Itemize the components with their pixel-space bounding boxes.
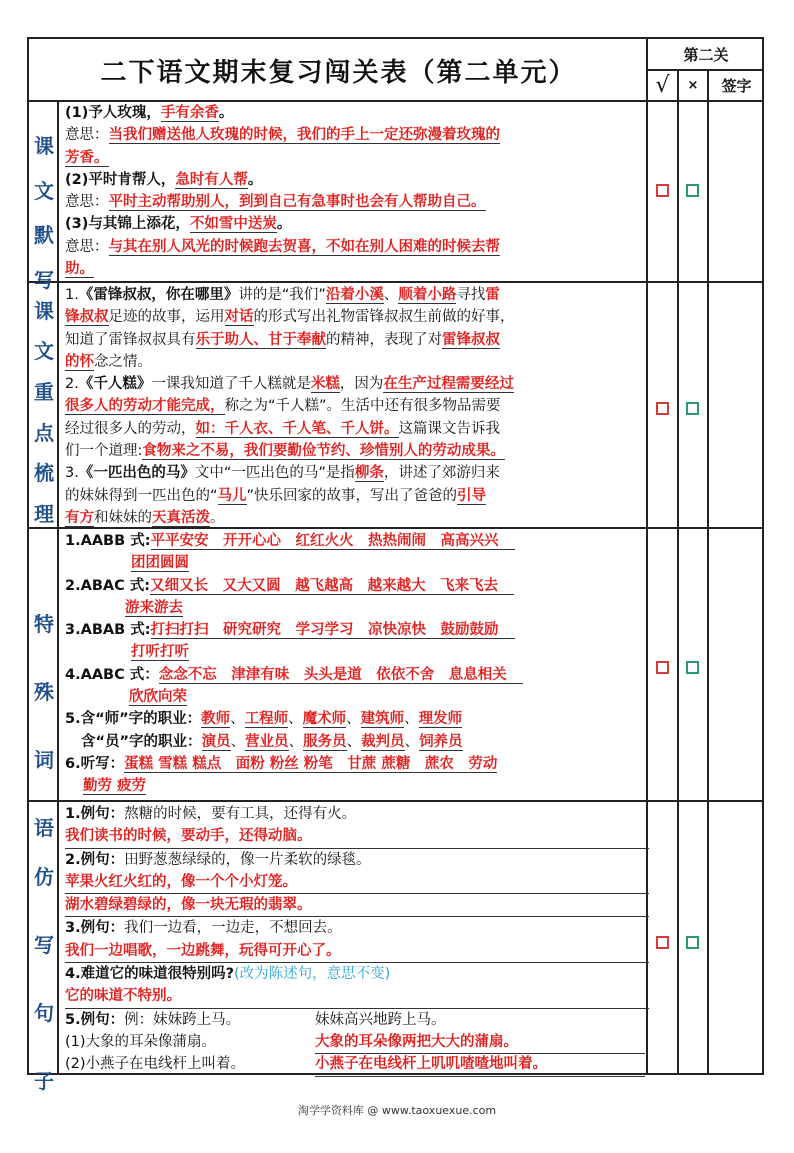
- label-char: 语: [34, 815, 54, 840]
- answer: 裁判员: [361, 733, 405, 750]
- text: 3.: [65, 465, 79, 482]
- answer: 工程师: [244, 711, 289, 728]
- label-char: 重: [34, 380, 54, 405]
- answer: 它的味道不特别。: [65, 988, 181, 1005]
- pass-checkbox[interactable]: [656, 184, 669, 197]
- fail-checkbox[interactable]: [686, 184, 699, 197]
- answer: 在生产过程需要经过: [383, 376, 514, 393]
- answer: 乐于助人、甘于奉献: [195, 331, 326, 348]
- answer: 我们读书的时候，要动手，还得动脑。: [65, 828, 312, 845]
- label-char: 课: [34, 298, 54, 323]
- punct: 、: [346, 733, 362, 750]
- text: 念之情。: [94, 353, 152, 370]
- answer: 不如雪中送炭: [189, 216, 277, 233]
- answer: 食物来之不易，我们要勤俭节约、珍惜别人的劳动成果。: [142, 443, 505, 460]
- answer: 顺着小路: [398, 287, 457, 303]
- text: 1.: [65, 287, 79, 303]
- text: 知道了雷锋叔叔具有: [65, 331, 196, 348]
- level-label: 第二关: [683, 45, 729, 64]
- punct: 、: [288, 733, 304, 750]
- pass-checkbox[interactable]: [656, 661, 669, 674]
- section-special-words-content: [65, 530, 649, 798]
- label-char: 梳: [34, 461, 54, 486]
- answer: 雷: [485, 287, 500, 303]
- label-char: 写: [34, 933, 54, 958]
- job-label: 含“员”字的职业：: [81, 733, 202, 750]
- answer: 急时有人帮: [175, 171, 248, 188]
- answer: 米糕: [310, 376, 340, 393]
- text: 和妹妹的: [94, 509, 152, 526]
- answer: 当我们赠送他人玫瑰的时候，我们的手上一定还弥漫着玫瑰的: [108, 127, 500, 144]
- proverb-2: (2)平时肯帮人，: [65, 171, 176, 188]
- meaning-label: 意思：: [65, 194, 109, 211]
- review-table: [27, 37, 764, 1093]
- answer: 湖水碧绿碧绿的，像一块无瑕的翡翠。: [65, 897, 312, 914]
- section-recitation-content: [65, 102, 649, 280]
- text: ，因为: [339, 376, 384, 393]
- example-label: 3.例句：: [65, 920, 125, 937]
- lesson-title: 《一匹出色的马》: [78, 465, 195, 482]
- label-char: 特: [34, 612, 54, 637]
- question: 4.难道它的味道很特别吗?: [65, 966, 235, 983]
- label-char: 写: [34, 268, 54, 293]
- answer: 助。: [65, 261, 94, 278]
- fail-checkbox[interactable]: [686, 402, 699, 415]
- answer: 勤劳 疲劳: [83, 778, 147, 795]
- punct: 。: [276, 216, 292, 233]
- text: 一课我知道了千人糕就是: [151, 376, 311, 393]
- example-label: 5.例句：: [65, 1011, 125, 1028]
- answer: 平时主动帮助别人，到到自己有急事时也会有人帮助自己。: [108, 194, 486, 211]
- lesson-title: 《千人糕》: [78, 376, 152, 393]
- answer: 马儿: [217, 487, 247, 504]
- label-char: 理: [34, 502, 54, 527]
- answer: 锋叔叔: [65, 309, 109, 326]
- text: 2.: [65, 376, 79, 393]
- answer: 引导: [457, 487, 487, 504]
- label-char: 文: [34, 339, 54, 364]
- label-char: 文: [34, 178, 54, 203]
- label-char: 仿: [34, 865, 54, 890]
- answer: 蛋糕 雪糕 糕点 面粉 粉丝 粉笔 甘蔗 蔗糖 蔗农 劳动: [124, 755, 498, 772]
- divider: [29, 800, 764, 802]
- label-char: 句: [34, 1000, 54, 1025]
- text: 的形式写出礼物雷锋叔叔生前做的好事，: [253, 309, 515, 326]
- text: 。: [210, 509, 225, 526]
- text: 讲的是“我们”: [238, 287, 326, 303]
- question: (1)大象的耳朵像蒲扇。: [65, 1033, 217, 1050]
- proverb-1: (1)予人玫瑰，: [65, 105, 161, 121]
- label-char: 默: [34, 223, 54, 248]
- meaning-label: 意思：: [65, 238, 109, 255]
- answer: 我们一边唱歌，一边跳舞，玩得可开心了。: [65, 942, 341, 959]
- divider: [707, 70, 709, 1073]
- cross-header-icon: ×: [687, 78, 699, 93]
- answer: 服务员: [303, 733, 347, 750]
- text: 们一个道理:: [65, 443, 143, 460]
- text: 称之为“千人糕”。生活中还有很多物品需要: [224, 398, 501, 415]
- dictation-label: 6.听写：: [65, 755, 125, 772]
- answer: 营业员: [245, 733, 289, 750]
- text: 的妹妹得到一匹出色的“: [65, 487, 218, 504]
- answer: 苹果火红火红的，像一个个小灯笼。: [65, 873, 297, 890]
- section-label-key-points: [29, 283, 59, 539]
- answer: 欣欣向荣: [129, 689, 187, 706]
- sign-header: 签字: [721, 77, 752, 95]
- punct: 、: [230, 733, 246, 750]
- text: 足迹的故事，运用: [108, 309, 225, 326]
- answer: 教师: [201, 711, 231, 728]
- text: 的精神，表现了对: [326, 331, 442, 348]
- answer: 很多人的劳动才能完成，: [65, 398, 225, 415]
- word-pattern: 2.ABAC 式:: [65, 577, 151, 594]
- example-label: 2.例句：: [65, 851, 125, 868]
- answer: 魔术师: [302, 711, 347, 728]
- example-sentence: 例：妹妹跨上马。: [124, 1011, 241, 1028]
- label-char: 点: [34, 420, 54, 445]
- answer: 又细又长 又大又圆 越飞越高 越来越大 飞来飞去: [150, 578, 514, 595]
- answer: 饲养员: [419, 733, 463, 750]
- answer: 平平安安 开开心心 红红火火 热热闹闹 高高兴兴: [151, 533, 515, 550]
- text: 、: [383, 287, 399, 303]
- footer-watermark: 淘学学资料库 @ www.taoxuexue.com: [297, 1104, 497, 1117]
- punct: 、: [230, 711, 245, 728]
- answer: 大象的耳朵像两把大大的蒲扇。: [315, 1031, 645, 1054]
- example-sentence: 田野葱葱绿绿的，像一片柔软的绿毯。: [124, 851, 371, 868]
- punct: 。: [247, 171, 263, 188]
- punct: 、: [404, 711, 419, 728]
- label-char: 词: [34, 747, 54, 772]
- example-label: 1.例句：: [65, 806, 125, 822]
- punct: 、: [346, 711, 361, 728]
- text: ，讲述了郊游归来: [383, 465, 500, 482]
- check-header-icon: √: [655, 73, 670, 98]
- word-pattern: 3.ABAB 式:: [65, 622, 151, 639]
- pass-checkbox[interactable]: [656, 936, 669, 949]
- punct: 、: [404, 733, 420, 750]
- word-pattern: 4.AABC 式：: [65, 666, 159, 683]
- answer: 团团圆圆: [131, 555, 189, 572]
- answer: 与其在别人风光的时候跑去贺喜，不如在别人困难的时候去帮: [108, 238, 500, 255]
- question: (2)小燕子在电线杆上叫着。: [65, 1056, 246, 1073]
- text: 经过很多人的劳动，: [65, 420, 196, 437]
- label-char: 子: [34, 1068, 54, 1093]
- answer: 天真活泼: [152, 509, 210, 526]
- answer: 芳香。: [65, 149, 109, 166]
- label-char: 殊: [34, 680, 54, 705]
- fail-checkbox[interactable]: [686, 936, 699, 949]
- answer: 的怀: [65, 353, 94, 370]
- answer: 雷锋叔叔: [442, 331, 500, 348]
- answer: 小燕子在电线杆上叽叽喳喳地叫着。: [315, 1053, 645, 1076]
- text: 这篇课文告诉我: [398, 420, 500, 437]
- answer: 沿着小溪: [325, 287, 384, 303]
- text: ”快乐回家的故事，写出了爸爸的: [246, 487, 458, 504]
- example-sentence: 妹妹高兴地跨上马。: [315, 1011, 446, 1028]
- label-char: 课: [34, 133, 54, 158]
- answer: 打听打听: [131, 644, 189, 661]
- answer: 如：千人衣、千人笔、千人饼。: [195, 420, 399, 437]
- instruction-hint: (改为陈述句，意思不变): [234, 966, 391, 983]
- job-label: 5.含“师”字的职业：: [65, 711, 202, 728]
- answer: 柳条: [354, 465, 384, 482]
- page-title: 二下语文期末复习闯关表（第二单元）: [100, 58, 577, 88]
- proverb-3: (3)与其锦上添花，: [65, 216, 190, 233]
- answer: 理发师: [418, 711, 463, 728]
- word-pattern: 1.AABB 式:: [65, 533, 151, 549]
- answer: 演员: [201, 733, 231, 750]
- answer: 打扫打扫 研究研究 学习学习 凉快凉快 鼓励鼓励: [151, 622, 515, 639]
- meaning-label: 意思：: [65, 127, 109, 144]
- answer: 有方: [65, 509, 94, 526]
- fail-checkbox[interactable]: [686, 661, 699, 674]
- example-sentence: 我们一边看，一边走，不想回去。: [124, 920, 342, 937]
- punct: 、: [288, 711, 303, 728]
- section-key-points-content: [65, 284, 649, 529]
- divider: [29, 281, 764, 283]
- section-label-sentence-imitation: [29, 802, 59, 1153]
- divider: [677, 70, 679, 1073]
- example-sentence: 熬糖的时候，要有工具，还得有火。: [124, 806, 357, 822]
- answer: 念念不忘 津津有味 头头是道 依依不舍 息息相关: [159, 667, 523, 684]
- text: 寻找: [456, 287, 486, 303]
- lesson-title: 《雷锋叔叔，你在哪里》: [78, 287, 239, 303]
- answer: 游来游去: [125, 599, 183, 616]
- answer: 手有余香: [160, 105, 219, 121]
- answer: 对话: [224, 309, 254, 326]
- punct: 。: [218, 105, 234, 121]
- answer: 建筑师: [360, 711, 405, 728]
- pass-checkbox[interactable]: [656, 402, 669, 415]
- section-sentence-content: [65, 803, 649, 1076]
- text: 文中“一匹出色的马”是指: [194, 465, 355, 482]
